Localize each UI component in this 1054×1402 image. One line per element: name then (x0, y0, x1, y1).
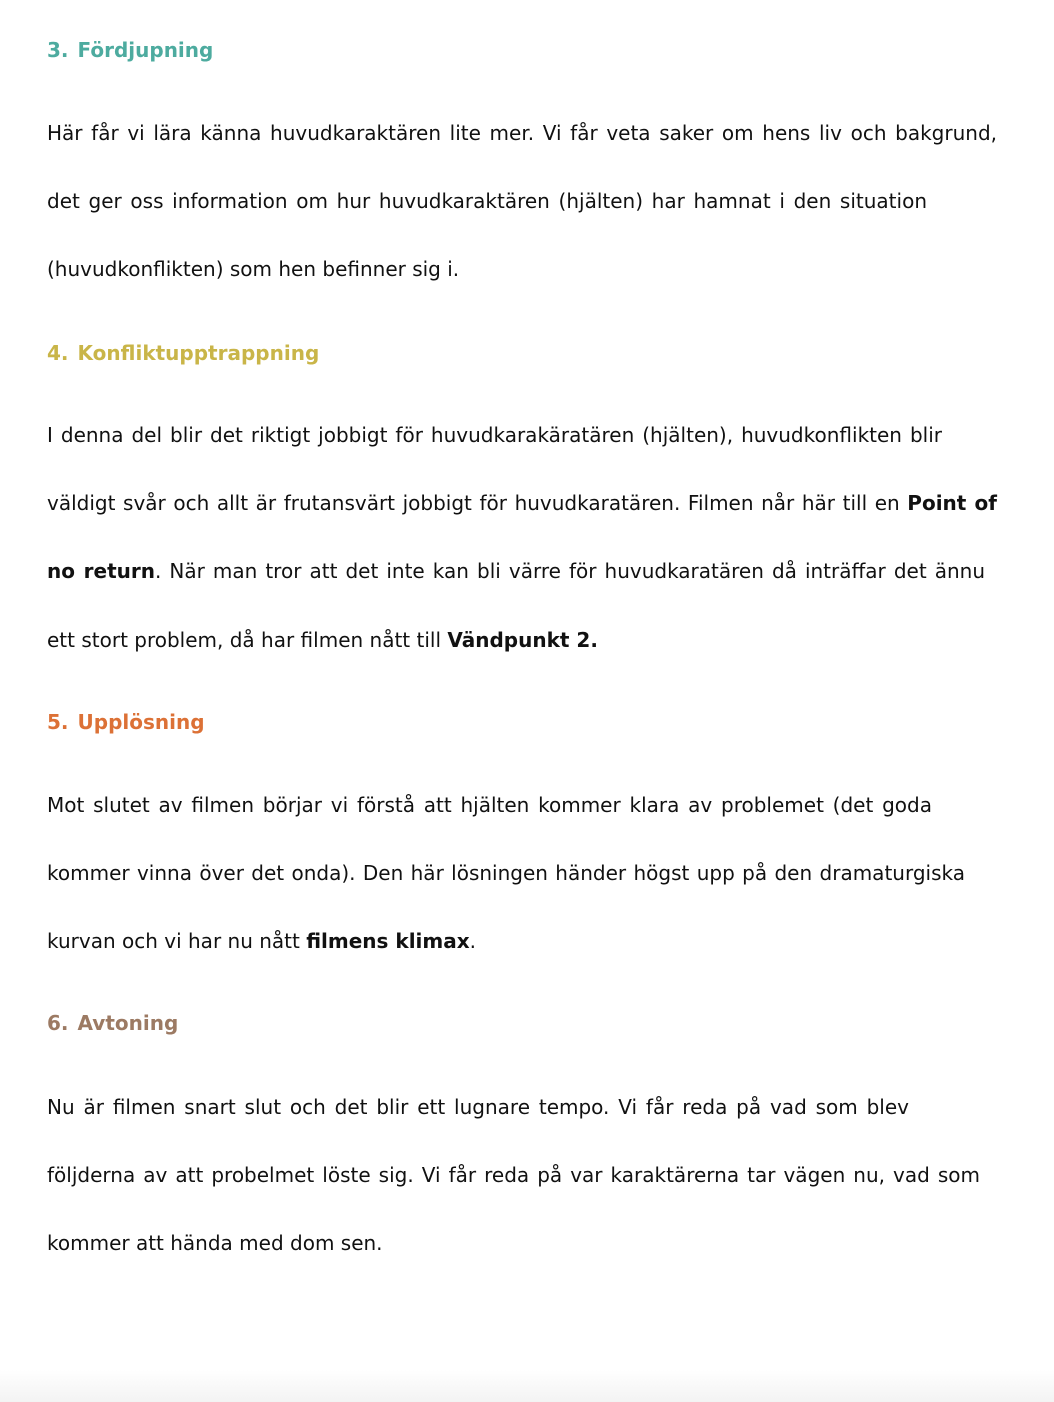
section-5-title: Upplösning (77, 710, 205, 734)
section-3-heading (47, 37, 213, 63)
section-5-heading (47, 709, 205, 735)
page-bottom-shadow (0, 1370, 1054, 1402)
section-4-line-1: I denna del blir det riktigt jobbigt för huvudkarakäratären (hjälten), huvudkonflikten blir (47, 423, 942, 447)
section-4-title: Konfliktupptrappning (77, 341, 320, 365)
section-5-number: 5. (47, 710, 69, 734)
section-6-number: 6. (47, 1011, 69, 1035)
section-6-heading (47, 1010, 178, 1036)
section-4-line-3: no return. När man tror att det inte kan bli värre för huvudkaratären då inträffar det ännu (47, 559, 985, 583)
no-return-bold: no return (47, 559, 155, 583)
section-4-heading (47, 340, 319, 366)
section-5-line-3: kurvan och vi har nu nått filmens klimax. (47, 929, 476, 953)
section-4-number: 4. (47, 341, 69, 365)
vandpunkt-2-bold: Vändpunkt 2. (447, 628, 598, 652)
section-3-line-1: Här får vi lära känna huvudkaraktären lite mer. Vi får veta saker om hens liv och bakgrund, (47, 121, 997, 145)
filmens-klimax-bold: filmens klimax (306, 929, 470, 953)
section-6-title: Avtoning (77, 1011, 179, 1035)
section-4-line-2: väldigt svår och allt är frutansvärt jobbigt för huvudkaratären. Filmen når här till en Point of (47, 491, 997, 515)
section-6-line-3: kommer att hända med dom sen. (47, 1231, 383, 1255)
section-3-line-3: (huvudkonflikten) som hen befinner sig i. (47, 257, 460, 281)
point-of-no-return-bold: Point of (907, 491, 997, 515)
section-3-number: 3. (47, 38, 69, 62)
section-6-line-2: följderna av att probelmet löste sig. Vi får reda på var karaktärerna tar vägen nu, vad som (47, 1163, 980, 1187)
section-6-line-1: Nu är filmen snart slut och det blir ett lugnare tempo. Vi får reda på vad som blev (47, 1095, 909, 1119)
section-4-line-4: ett stort problem, då har filmen nått till Vändpunkt 2. (47, 628, 598, 652)
section-5-line-1: Mot slutet av filmen börjar vi förstå att hjälten kommer klara av problemet (det goda (47, 793, 932, 817)
section-5-line-2: kommer vinna över det onda). Den här lösningen händer högst upp på den dramaturgiska (47, 861, 965, 885)
section-3-title: Fördjupning (77, 38, 214, 62)
section-3-line-2: det ger oss information om hur huvudkaraktären (hjälten) har hamnat i den situation (47, 189, 927, 213)
